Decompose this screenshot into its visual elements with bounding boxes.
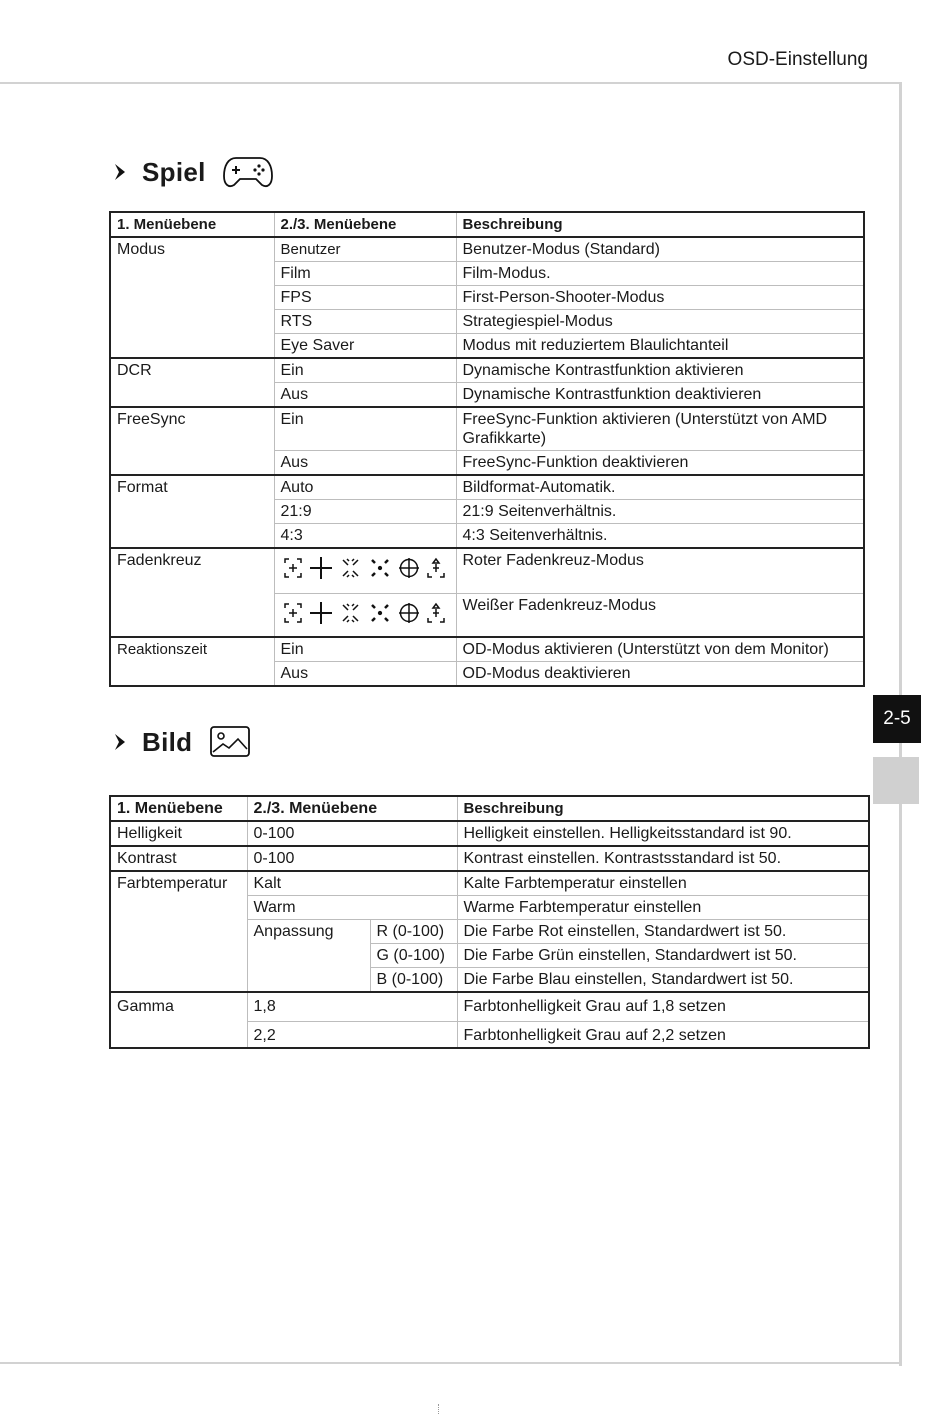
frame-line-bottom bbox=[0, 1362, 902, 1364]
cell-desc: Warme Farbtemperatur einstellen bbox=[457, 896, 869, 920]
image-icon bbox=[208, 724, 252, 760]
footer-mark bbox=[438, 1404, 440, 1414]
crosshair-arrow-icon bbox=[428, 604, 444, 622]
cell-desc: Kontrast einstellen. Kontrastsstandard ist 50. bbox=[457, 846, 869, 871]
crosshair-icons-white bbox=[274, 593, 456, 637]
cell-sub: FPS bbox=[274, 286, 456, 310]
column-header: Beschreibung bbox=[457, 796, 869, 821]
cell-sub: 1,8 bbox=[247, 992, 457, 1021]
cell-sub3: B (0-100) bbox=[370, 968, 457, 993]
cell-sub: Film bbox=[274, 262, 456, 286]
cell-desc: Dynamische Kontrastfunktion deaktivieren bbox=[456, 383, 864, 408]
cell-desc: 4:3 Seitenverhältnis. bbox=[456, 524, 864, 549]
cell-sub3: G (0-100) bbox=[370, 944, 457, 968]
cell-desc: Bildformat-Automatik. bbox=[456, 475, 864, 500]
cell-desc: First-Person-Shooter-Modus bbox=[456, 286, 864, 310]
cell-sub: RTS bbox=[274, 310, 456, 334]
spiel-title: Spiel bbox=[142, 156, 206, 187]
row-label-farbtemperatur: Farbtemperatur bbox=[110, 871, 247, 992]
row-label-freesync: FreeSync bbox=[110, 407, 274, 475]
table-row bbox=[110, 548, 864, 593]
crosshair-cross-icon bbox=[343, 604, 358, 622]
cell-desc: OD-Modus deaktivieren bbox=[456, 662, 864, 687]
cell-desc: Film-Modus. bbox=[456, 262, 864, 286]
cell-desc: Strategiespiel-Modus bbox=[456, 310, 864, 334]
crosshair-icon-row bbox=[281, 600, 451, 630]
page-number-tab: 2-5 bbox=[873, 695, 921, 743]
cell-sub: 0-100 bbox=[247, 821, 457, 846]
crosshair-circle-icon bbox=[399, 558, 419, 578]
cell-sub: Aus bbox=[274, 662, 456, 687]
column-header: 2./3. Menüebene bbox=[247, 796, 457, 821]
cell-sub: Kalt bbox=[247, 871, 457, 896]
crosshair-dots-icon bbox=[372, 560, 388, 576]
crosshair-dots-icon bbox=[372, 605, 388, 621]
table-row bbox=[110, 846, 869, 871]
table-row bbox=[110, 475, 864, 500]
cell-sub: 21:9 bbox=[274, 500, 456, 524]
cell-desc: FreeSync-Funktion aktivieren (Unterstützt von AMD Grafikkarte) bbox=[456, 407, 864, 451]
cell-desc: Roter Fadenkreuz-Modus bbox=[456, 548, 864, 593]
cell-sub: Anpassung bbox=[247, 920, 370, 993]
table-row bbox=[110, 871, 869, 896]
page-header: OSD-Einstellung bbox=[727, 49, 868, 70]
table-row bbox=[110, 821, 869, 846]
crosshair-icon-row bbox=[281, 555, 451, 585]
frame-line-top bbox=[0, 82, 902, 84]
crosshair-arrow-icon bbox=[428, 559, 444, 577]
row-label-format: Format bbox=[110, 475, 274, 548]
crosshair-icons-red bbox=[274, 548, 456, 593]
cell-sub: Aus bbox=[274, 451, 456, 476]
cell-desc: Die Farbe Rot einstellen, Standardwert ist 50. bbox=[457, 920, 869, 944]
table-row bbox=[110, 358, 864, 383]
cell-sub: 2,2 bbox=[247, 1021, 457, 1048]
column-header: 2./3. Menüebene bbox=[274, 212, 456, 237]
spiel-table bbox=[109, 211, 865, 687]
cell-sub: Ein bbox=[274, 358, 456, 383]
chevron-right-icon bbox=[110, 731, 132, 753]
crosshair-plus-icon bbox=[310, 602, 332, 624]
cell-desc: FreeSync-Funktion deaktivieren bbox=[456, 451, 864, 476]
cell-sub: Aus bbox=[274, 383, 456, 408]
row-label-dcr: DCR bbox=[110, 358, 274, 407]
crosshair-bracket-icon bbox=[285, 559, 301, 577]
cell-sub: Eye Saver bbox=[274, 334, 456, 359]
cell-desc: Helligkeit einstellen. Helligkeitsstandard ist 90. bbox=[457, 821, 869, 846]
chevron-right-icon bbox=[110, 161, 132, 183]
row-label-modus: Modus bbox=[110, 237, 274, 358]
bild-heading bbox=[110, 724, 252, 760]
column-header: 1. Menüebene bbox=[110, 212, 274, 237]
row-label-reaktionszeit: Reaktionszeit bbox=[110, 637, 274, 686]
row-label-gamma: Gamma bbox=[110, 992, 247, 1048]
cell-desc: Weißer Fadenkreuz-Modus bbox=[456, 593, 864, 637]
table-row bbox=[110, 637, 864, 662]
row-label-fadenkreuz: Fadenkreuz bbox=[110, 548, 274, 637]
page-tab-marker bbox=[873, 757, 919, 804]
cell-desc: Farbtonhelligkeit Grau auf 2,2 setzen bbox=[457, 1021, 869, 1048]
cell-sub: Warm bbox=[247, 896, 457, 920]
cell-sub: 4:3 bbox=[274, 524, 456, 549]
cell-desc: Die Farbe Blau einstellen, Standardwert ist 50. bbox=[457, 968, 869, 993]
table-header-row bbox=[110, 212, 864, 237]
cell-desc: OD-Modus aktivieren (Unterstützt von dem Monitor) bbox=[456, 637, 864, 662]
cell-sub: Auto bbox=[274, 475, 456, 500]
cell-desc: Benutzer-Modus (Standard) bbox=[456, 237, 864, 262]
crosshair-bracket-icon bbox=[285, 604, 301, 622]
cell-desc: Dynamische Kontrastfunktion aktivieren bbox=[456, 358, 864, 383]
crosshair-circle-icon bbox=[399, 603, 419, 623]
gamepad-icon bbox=[222, 152, 274, 192]
table-row bbox=[110, 992, 869, 1021]
cell-sub: 0-100 bbox=[247, 846, 457, 871]
cell-sub: Benutzer bbox=[274, 237, 456, 262]
cell-sub: Ein bbox=[274, 637, 456, 662]
cell-desc: Kalte Farbtemperatur einstellen bbox=[457, 871, 869, 896]
column-header: Beschreibung bbox=[456, 212, 864, 237]
spiel-heading bbox=[110, 152, 274, 192]
row-label-helligkeit: Helligkeit bbox=[110, 821, 247, 846]
crosshair-plus-icon bbox=[310, 557, 332, 579]
table-header-row bbox=[110, 796, 869, 821]
bild-table bbox=[109, 795, 870, 1049]
table-row bbox=[110, 407, 864, 451]
column-header: 1. Menüebene bbox=[110, 796, 247, 821]
crosshair-cross-icon bbox=[343, 559, 358, 577]
cell-sub: Ein bbox=[274, 407, 456, 451]
cell-desc: Farbtonhelligkeit Grau auf 1,8 setzen bbox=[457, 992, 869, 1021]
cell-desc: Die Farbe Grün einstellen, Standardwert ist 50. bbox=[457, 944, 869, 968]
bild-title: Bild bbox=[142, 726, 193, 757]
cell-sub3: R (0-100) bbox=[370, 920, 457, 944]
table-row bbox=[110, 237, 864, 262]
cell-desc: 21:9 Seitenverhältnis. bbox=[456, 500, 864, 524]
row-label-kontrast: Kontrast bbox=[110, 846, 247, 871]
cell-desc: Modus mit reduziertem Blaulichtanteil bbox=[456, 334, 864, 359]
